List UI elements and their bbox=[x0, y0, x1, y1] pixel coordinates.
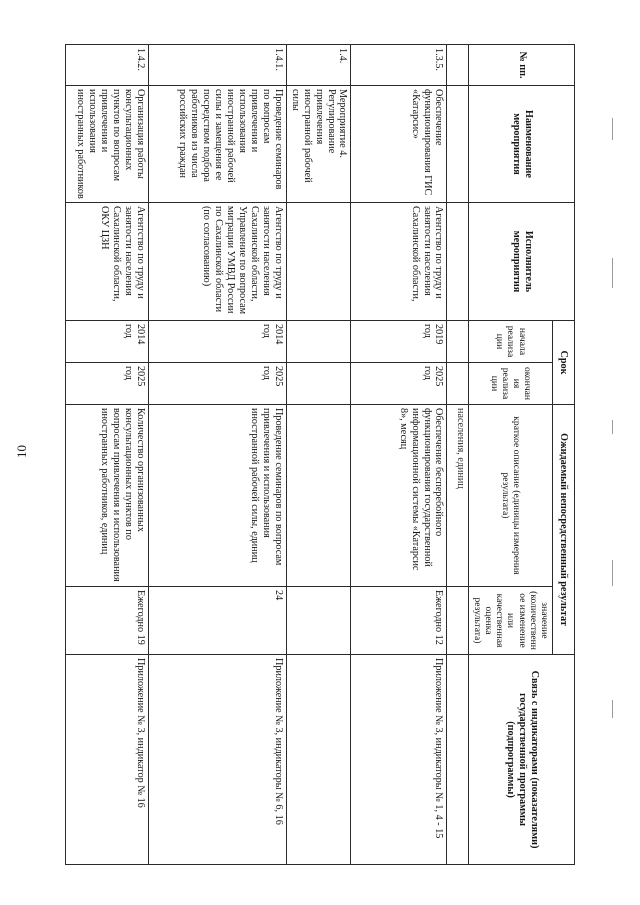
header-result: Ожидаемый непосредственный результат bbox=[553, 405, 575, 655]
row-link bbox=[286, 655, 351, 865]
row-desc: Обеспечение бесперебойного функционирования государственной информационной системы «Катарсис 8», месяц bbox=[351, 405, 447, 587]
header-result-value: значение (количественное изменение или качественная оценка результата) bbox=[469, 587, 553, 655]
scan-artifact bbox=[612, 700, 613, 718]
row-start: 2014 год bbox=[148, 321, 286, 363]
row-num: 1.3.5. bbox=[351, 45, 447, 86]
row-start: 2014 год bbox=[66, 321, 149, 363]
page-number: 10 bbox=[14, 445, 29, 458]
row-value: 24 bbox=[148, 587, 286, 655]
scan-artifact bbox=[612, 420, 613, 434]
scan-artifact bbox=[612, 560, 613, 586]
row-end: 2025 год bbox=[66, 363, 149, 405]
row-executor: Агентство по труду и занятости населения Сахалинской области, ОКУ ЦЗН bbox=[66, 203, 149, 321]
table-row bbox=[66, 45, 149, 865]
row-executor: Агентство по труду и занятости населения Сахалинской области, bbox=[351, 203, 447, 321]
row-name: Обеспечение функционирования ГИС «Катарсис» bbox=[351, 86, 447, 203]
row-desc bbox=[286, 405, 351, 587]
row-executor bbox=[286, 203, 351, 321]
row-end: 2025 год bbox=[148, 363, 286, 405]
header-term: Срок bbox=[553, 321, 575, 405]
row-num: 1.4.2. bbox=[66, 45, 149, 86]
row-value: Ежегодно 19 bbox=[66, 587, 149, 655]
row-link: Приложение № 3, индикаторы № 6, 16 bbox=[148, 655, 286, 865]
table-row bbox=[286, 45, 351, 865]
row-num: 1.4. bbox=[286, 45, 351, 86]
row-link: Приложение № 3, индикаторы № 1, 4 - 15 bbox=[351, 655, 447, 865]
continuation-row bbox=[447, 45, 469, 865]
scan-artifact bbox=[612, 118, 613, 140]
row-end bbox=[286, 363, 351, 405]
header-term-start: начала реализации bbox=[469, 321, 553, 363]
row-value: Ежегодно 12 bbox=[351, 587, 447, 655]
scan-artifact bbox=[612, 258, 613, 288]
header-link: Связь с индикаторами (показателями) государственной программы (подпрограммы) bbox=[469, 655, 575, 865]
row-name: Организация работы консультационных пунктов по вопросам привлечения и использования иностранных работников bbox=[66, 86, 149, 203]
header-executor: Исполнитель мероприятия bbox=[469, 203, 575, 321]
continuation-text: населения, единиц bbox=[447, 405, 469, 587]
row-start: 2019 год bbox=[351, 321, 447, 363]
row-name: Мероприятие 4. Регулирование привлечения иностранной рабочей силы bbox=[286, 86, 351, 203]
header-num: № пп. bbox=[469, 45, 575, 86]
header-name: Наименование мероприятия bbox=[469, 86, 575, 203]
row-num: 1.4.1. bbox=[148, 45, 286, 86]
header-result-desc: краткое описание (единицы измерения результата) bbox=[469, 405, 553, 587]
row-value bbox=[286, 587, 351, 655]
row-name: Проведение семинаров по вопросам привлечения и использования иностранной рабочей силы и замещения ее посредством подбора работников из числа российских граждан bbox=[148, 86, 286, 203]
row-executor: Агентство по труду и занятости населения Сахалинской области, Управление по вопросам миграции УМВД России по Сахалинской области (по согласованию) bbox=[148, 203, 286, 321]
table-row bbox=[148, 45, 286, 865]
header-term-end: окончания реализации bbox=[469, 363, 553, 405]
row-link: Приложение № 3, индикатор № 16 bbox=[66, 655, 149, 865]
table-row bbox=[351, 45, 447, 865]
row-desc: Количество организованных консультационных пунктов по вопросам привлечения и использования иностранных работников, единиц bbox=[66, 405, 149, 587]
row-end: 2025 год bbox=[351, 363, 447, 405]
row-start bbox=[286, 321, 351, 363]
rotated-table-wrapper bbox=[65, 44, 575, 864]
row-desc: Проведение семинаров по вопросам привлечения и использования иностранной рабочей силы, единиц bbox=[148, 405, 286, 587]
measures-table bbox=[65, 44, 575, 865]
